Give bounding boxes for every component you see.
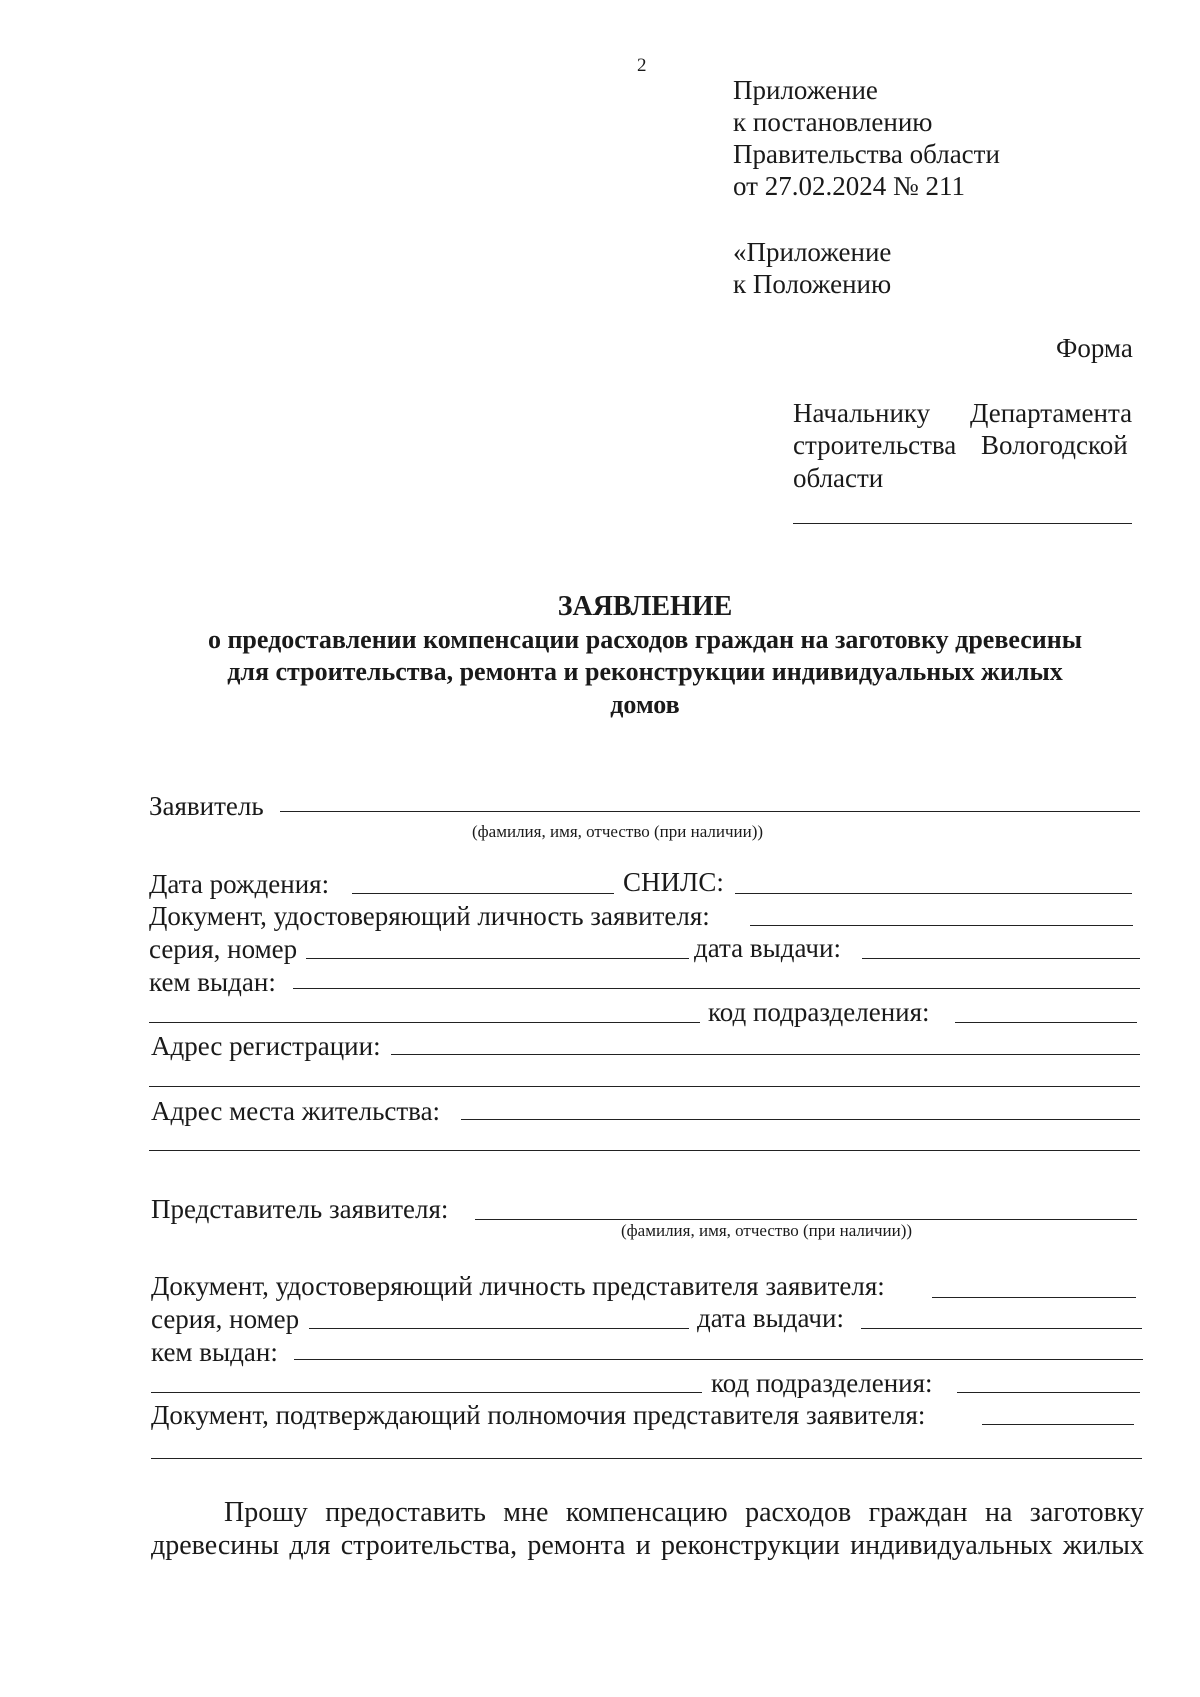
rep-series-label: серия, номер	[151, 1304, 300, 1334]
title-line-3: домов	[610, 690, 680, 719]
addressee-name-field[interactable]	[793, 523, 1132, 524]
annex-line-3: Правительства области	[733, 139, 1000, 169]
series-label: серия, номер	[149, 934, 298, 964]
series-field[interactable]	[306, 958, 689, 959]
rep-issued-by-label: кем выдан:	[151, 1337, 278, 1367]
document-title: ЗАЯВЛЕНИЕ	[557, 591, 733, 622]
rep-series-field[interactable]	[309, 1328, 689, 1329]
rep-id-doc-field[interactable]	[932, 1297, 1136, 1298]
snils-field[interactable]	[735, 893, 1132, 894]
rep-issued-by-field[interactable]	[294, 1359, 1143, 1360]
birth-date-field[interactable]	[352, 893, 614, 894]
issue-date-label: дата выдачи:	[694, 933, 841, 963]
rep-authority-doc-field-cont[interactable]	[151, 1458, 1142, 1459]
dept-code-label: код подразделения:	[708, 997, 930, 1027]
addressee-line-1b: Департамента	[970, 398, 1133, 428]
birth-date-label: Дата рождения:	[149, 869, 330, 899]
addressee-line-3: области	[793, 463, 884, 493]
rep-issue-date-label: дата выдачи:	[697, 1303, 844, 1333]
annex-line-2: к постановлению	[733, 107, 933, 137]
res-address-label: Адрес места жительства:	[151, 1096, 441, 1126]
issue-date-field[interactable]	[862, 958, 1140, 959]
annex-sub-line-2: к Положению	[733, 269, 892, 299]
page-number: 2	[637, 55, 647, 76]
id-doc-label: Документ, удостоверяющий личность заявителя:	[149, 901, 710, 931]
snils-label: СНИЛС:	[623, 867, 724, 897]
title-line-2: для строительства, ремонта и реконструкции индивидуальных жилых	[227, 657, 1063, 686]
addressee-line-2b: Вологодской	[981, 430, 1128, 460]
rep-issue-date-field[interactable]	[861, 1328, 1142, 1329]
rep-dept-code-field[interactable]	[957, 1392, 1140, 1393]
rep-dept-code-label: код подразделения:	[711, 1368, 933, 1398]
annex-sub-line-1: «Приложение	[733, 237, 892, 267]
representative-label: Представитель заявителя:	[151, 1194, 449, 1224]
request-line-1: Прошу предоставить мне компенсацию расходов граждан на заготовку	[224, 1497, 1144, 1528]
applicant-name-caption: (фамилия, имя, отчество (при наличии))	[472, 822, 764, 841]
reg-address-field[interactable]	[391, 1054, 1140, 1055]
rep-authority-doc-label: Документ, подтверждающий полномочия представителя заявителя:	[151, 1400, 926, 1430]
dept-code-field[interactable]	[955, 1022, 1137, 1023]
addressee-line-2a: строительства	[793, 430, 957, 460]
reg-address-field-cont[interactable]	[149, 1086, 1140, 1087]
annex-line-1: Приложение	[733, 75, 878, 105]
issued-by-field-cont[interactable]	[149, 1022, 700, 1023]
rep-authority-doc-field[interactable]	[982, 1424, 1134, 1425]
res-address-field-cont[interactable]	[149, 1150, 1140, 1151]
rep-id-doc-label: Документ, удостоверяющий личность представителя заявителя:	[151, 1271, 885, 1301]
request-line-2: древесины для строительства, ремонта и реконструкции индивидуальных жилых	[151, 1530, 1144, 1561]
reg-address-label: Адрес регистрации:	[151, 1031, 381, 1061]
issued-by-field[interactable]	[293, 988, 1140, 989]
title-line-1: о предоставлении компенсации расходов граждан на заготовку древесины	[207, 625, 1083, 654]
annex-line-4: от 27.02.2024 № 211	[733, 171, 965, 201]
issued-by-label: кем выдан:	[149, 967, 276, 997]
res-address-field[interactable]	[461, 1119, 1140, 1120]
form-label: Форма	[1056, 333, 1133, 363]
applicant-label: Заявитель	[149, 791, 264, 821]
representative-name-field[interactable]	[475, 1219, 1137, 1220]
applicant-name-field[interactable]	[280, 811, 1140, 812]
rep-issued-by-field-cont[interactable]	[151, 1392, 702, 1393]
id-doc-field[interactable]	[750, 925, 1133, 926]
representative-name-caption: (фамилия, имя, отчество (при наличии))	[621, 1221, 913, 1240]
addressee-line-1a: Начальнику	[793, 398, 931, 428]
